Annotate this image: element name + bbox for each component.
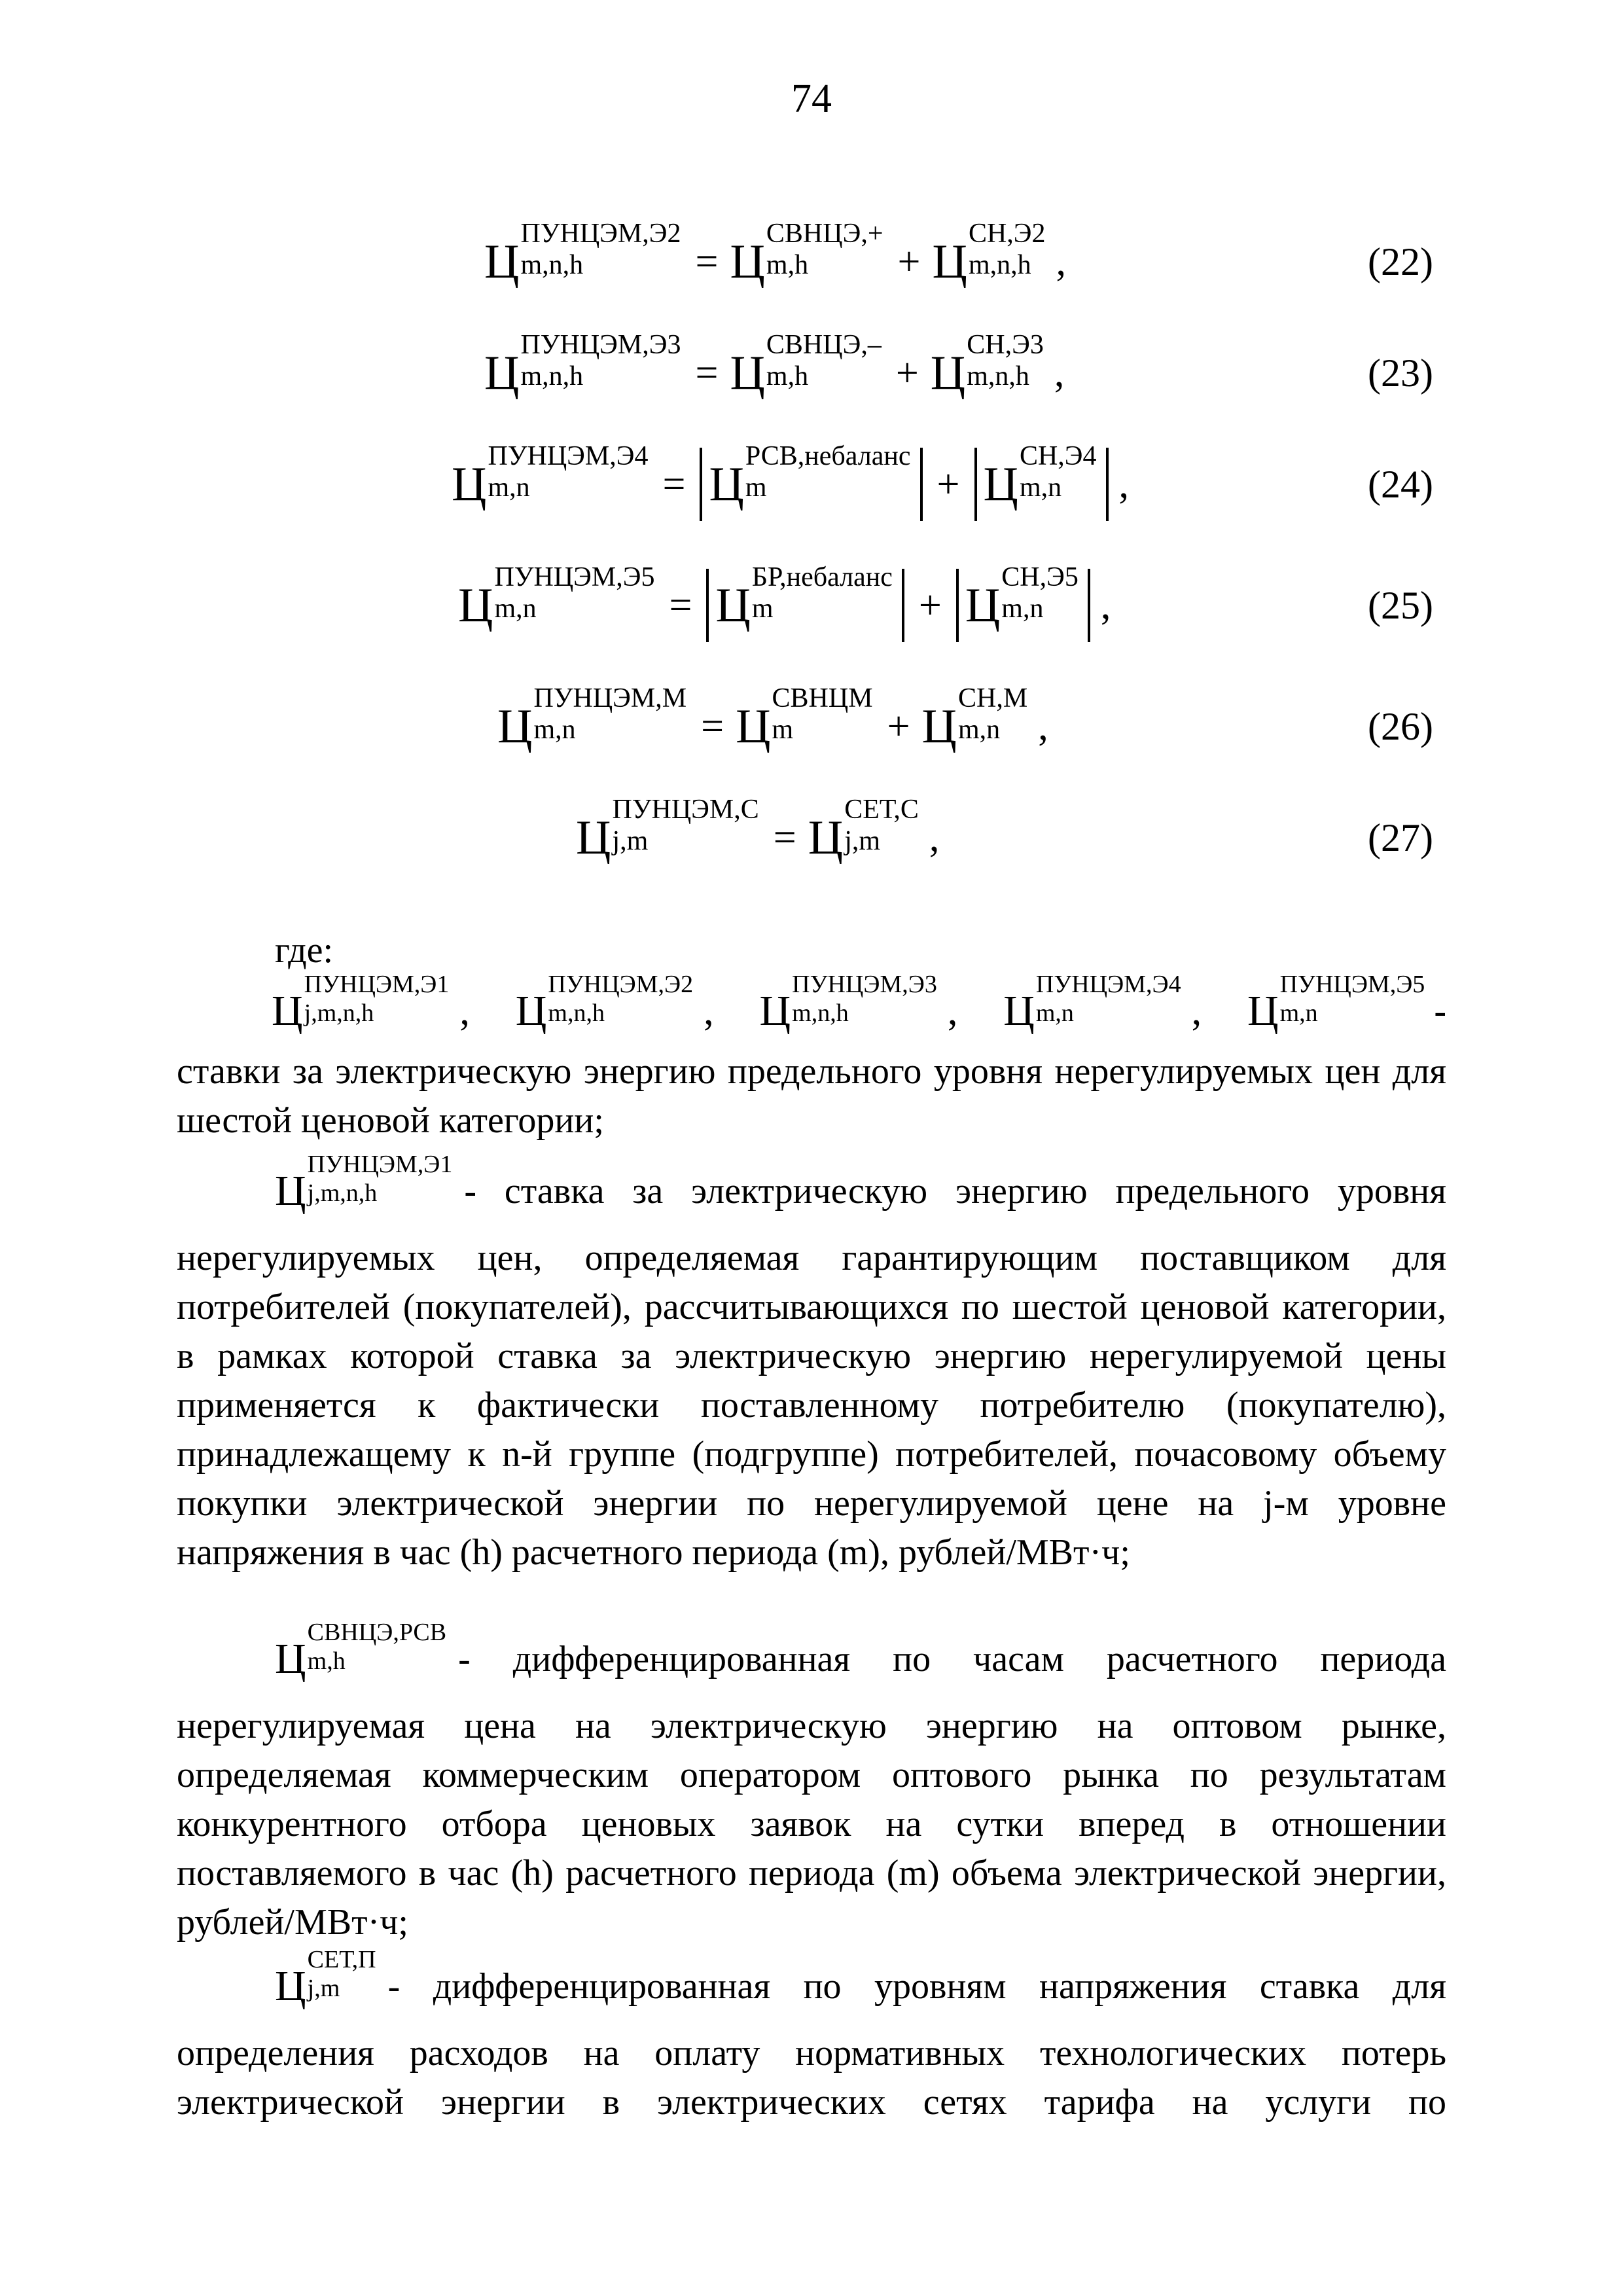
formula-27 (0, 792, 1623, 884)
list-symbol: Ц ПУНЦЭМ,Э3 m,n,h , (759, 971, 958, 1035)
formula-22 (0, 216, 1623, 308)
definition-head: Ц ПУНЦЭМ,Э1 j,m,n,h - ставка за электрическую энергию предельного уровня (275, 1151, 1446, 1215)
formula-comma: , (1100, 583, 1111, 628)
formula-comma: , (1054, 351, 1065, 395)
formula-term: Ц РСВ,небаланс m (709, 441, 911, 511)
formula-lhs: Ц ПУНЦЭМ,Э5 m,n (458, 562, 655, 632)
formula-term: Ц СН,Э2 m,n,h (932, 219, 1046, 289)
where-label: где: (275, 930, 334, 971)
formula-body (484, 216, 1066, 308)
formula-24 (0, 439, 1623, 530)
formula-term: Ц БР,небаланс m (715, 562, 893, 632)
formula-term: Ц СН,Э5 m,n (965, 562, 1079, 632)
formula-comma: , (929, 816, 940, 860)
equation-number: (26) (1368, 704, 1433, 748)
formula-term: Ц СН,Э4 m,n (983, 441, 1097, 511)
formula-comma: , (1056, 240, 1067, 284)
equals-sign: = (662, 462, 686, 507)
formula-body (576, 792, 939, 884)
definition-1 (177, 1149, 1446, 1577)
formula-term: Ц СВНЦЭ,– m,h (730, 330, 882, 400)
formula-body (497, 681, 1048, 772)
formula-comma: , (1038, 704, 1048, 749)
formula-lhs: Ц ПУНЦЭМ,Э3 m,n,h (484, 330, 681, 400)
plus-sign: + (895, 351, 919, 395)
page-number: 74 (791, 77, 832, 121)
equation-number: (25) (1368, 583, 1433, 627)
equals-sign: = (773, 816, 796, 860)
list-symbol: Ц ПУНЦЭМ,Э1 j,m,n,h , (272, 971, 470, 1035)
formula-term: Ц СВНЦЭ,+ m,h (730, 219, 883, 289)
formula-lhs: Ц ПУНЦЭМ,Э2 m,n,h (484, 219, 681, 289)
equals-sign: = (669, 583, 692, 628)
list-symbol: Ц ПУНЦЭМ,Э2 m,n,h , (515, 971, 714, 1035)
definition-body: определения расходов на оплату нормативных технологических потерь электрической энергии в электрических сетях тарифа на услуги по (177, 2033, 1446, 2123)
absolute-value (706, 562, 904, 642)
formula-lhs: Ц ПУНЦЭМ,М m,n (497, 683, 687, 753)
formula-term: Ц СЕТ,С j,m (808, 795, 919, 865)
list-symbol: Ц ПУНЦЭМ,Э4 m,n , (1003, 971, 1202, 1035)
formula-body (452, 439, 1129, 530)
equation-number: (27) (1368, 816, 1433, 859)
plus-sign: + (918, 583, 942, 628)
formula-comma: , (1118, 462, 1130, 507)
formula-26 (0, 681, 1623, 772)
formula-lhs: Ц ПУНЦЭМ,С j,m (576, 795, 759, 865)
definition-head: Ц СВНЦЭ,РСВ m,h - дифференцированная по часам расчетного периода (275, 1619, 1446, 1683)
plus-sign: + (887, 704, 910, 749)
plus-sign: + (897, 240, 921, 284)
formula-term: Ц СН,Э3 m,n,h (930, 330, 1044, 400)
absolute-value (956, 562, 1090, 642)
equals-sign: = (695, 240, 719, 284)
formula-term: Ц СВНЦМ m (736, 683, 873, 753)
equation-number: (23) (1368, 351, 1433, 395)
definition-3 (177, 1944, 1446, 2127)
definition-symbol: Ц ПУНЦЭМ,Э1 j,m,n,h (275, 1151, 453, 1215)
definition-symbol: Ц СЕТ,П j,m (275, 1946, 376, 2010)
absolute-value (974, 441, 1109, 521)
formula-body (458, 560, 1111, 651)
formula-25 (0, 560, 1623, 651)
equation-number: (22) (1368, 240, 1433, 283)
plus-sign: + (936, 462, 960, 507)
formula-23 (0, 327, 1623, 419)
list-symbol: Ц ПУНЦЭМ,Э5 m,n - (1247, 971, 1446, 1035)
definition-body: нерегулируемых цен, определяемая гарантирующим поставщиком для потребителей (покупателей), рассчитывающихся по шестой ценовой категории, в рамках которой ставка за электрическую энергию нерегулируемой цены применяется к фактически поставленному потребителю (покупателю), принадлежащему к n-й группе (подгруппе) потребителей, почасовому объему покупки электрической энергии по нерегулируемой цене на j-м уровне напряжения в час (h) расчетного периода (m), рублей/МВт·ч; (177, 1238, 1446, 1573)
list-description: ставки за электрическую энергию предельного уровня нерегулируемых цен для шестой ценовой категории; (177, 1051, 1446, 1141)
definition-head: Ц СЕТ,П j,m - дифференцированная по уровням напряжения ставка для (275, 1946, 1446, 2010)
equals-sign: = (695, 351, 719, 395)
equals-sign: = (701, 704, 724, 749)
equation-number: (24) (1368, 462, 1433, 506)
definition-symbol: Ц СВНЦЭ,РСВ m,h (275, 1619, 447, 1683)
formula-lhs: Ц ПУНЦЭМ,Э4 m,n (452, 441, 649, 511)
symbol-list (272, 971, 1446, 1047)
definition-2 (177, 1617, 1446, 1947)
absolute-value (700, 441, 922, 521)
formula-term: Ц СН,М m,n (921, 683, 1028, 753)
definition-body: нерегулируемая цена на электрическую энергию на оптовом рынке, определяемая коммерческим оператором оптового рынка по результатам конкурентного отбора ценовых заявок на сутки вперед в отношении поставляемого в час (h) расчетного периода (m) объема электрической энергии, рублей/МВт·ч; (177, 1706, 1446, 1943)
formula-body (484, 327, 1064, 419)
